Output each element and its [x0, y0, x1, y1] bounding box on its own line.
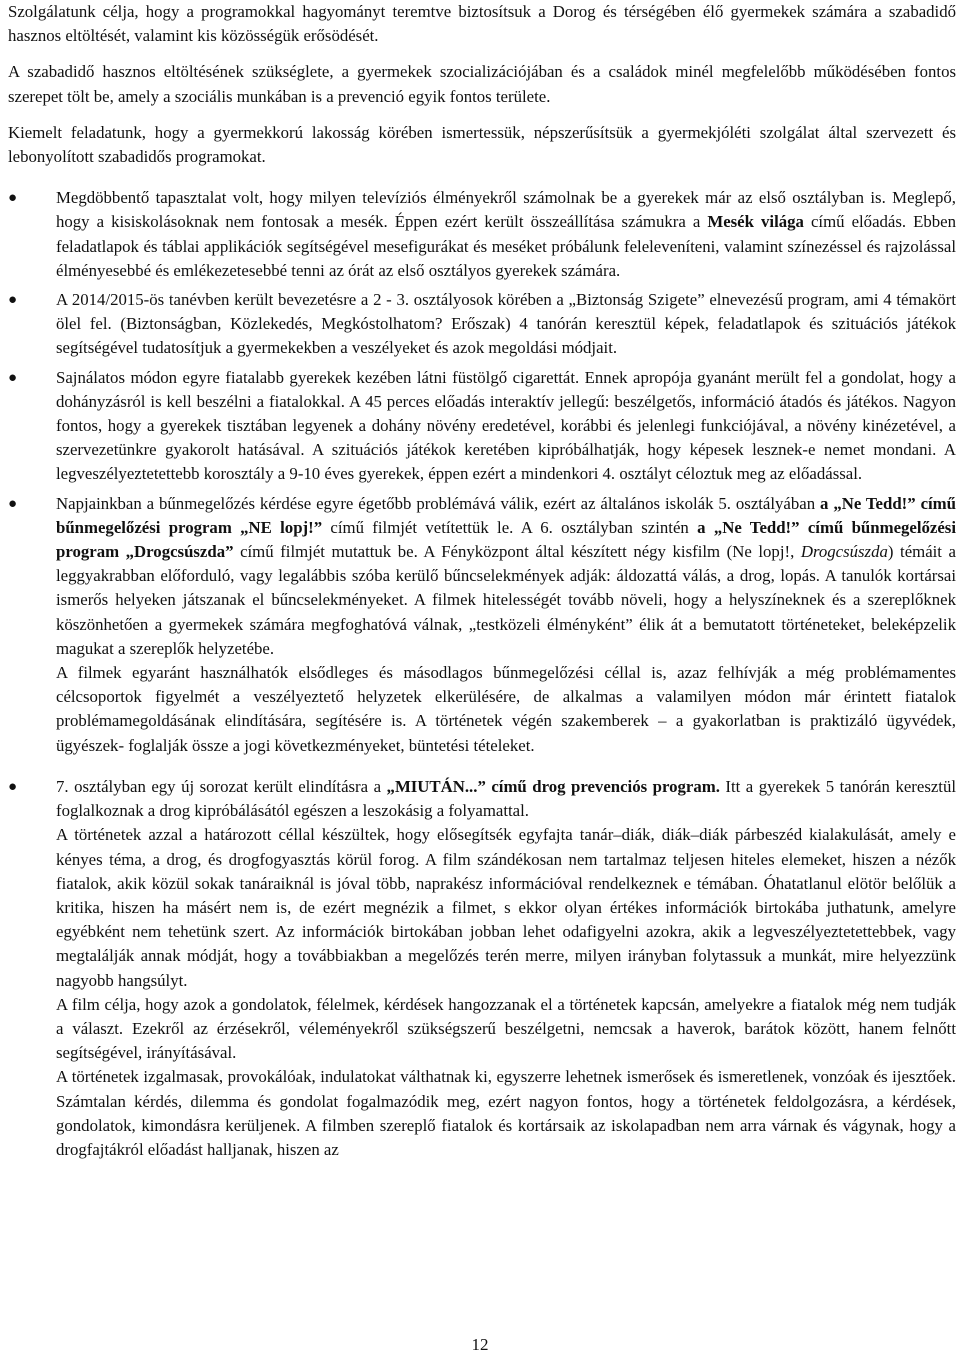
- program-text: Napjainkban a bűnmegelőzés kérdése egyre égetőbb problémává válik, ezért az általános iskolák 5. osztályában: [56, 493, 821, 513]
- program-title: Mesék világa: [707, 212, 804, 232]
- program-text: című filmjét mutattuk be. A Fényközpont által készített négy kisfilm (Ne lopj!,: [233, 542, 801, 562]
- paragraph-gap: [8, 109, 956, 121]
- program-list-item: [8, 775, 956, 823]
- bullet-icon: ●: [8, 292, 18, 309]
- program-continuation: A filmek egyaránt használhatók elsődleges és másodlagos bűnmegelőzési céllal is, azaz felhívják a még problémamentes célcsoportok figyelmét a veszélyeztető helyzetek elkerülésére, de alkalmas a valamilyen módon már érintett fiatalok problémamegoldásának elindítására, segítésére is. A történetek végén szakemberek – a gyakorlatban is praktizáló ügyvédek, ügyészek- foglalják össze a jogi következményeket, büntetési tételeket.: [56, 663, 956, 755]
- program-title: „MIUTÁN...” című drog prevenciós program.: [386, 776, 720, 796]
- bullet-icon: ●: [8, 495, 18, 512]
- program-list-item: [8, 366, 956, 487]
- program-text: ) témáit a leggyakrabban előforduló, vagy legalábbis szóba kerülő bűncselekmények adják: áldozattá válás, a drog, lopás. A tanulók kortársai ismerős helyeken játszanak el bűncselekményeket. A filmek hitelességét tovább növeli, hogy a helyszíneknek és a szereplőknek köszönhetően a gyermekek számára megfoghatóvá válnak, „testközeli élményként” élik át a bemutatott történeteket, beleképzelik magukat a szereplők helyzetébe.: [56, 542, 956, 658]
- program-title: a „Ne Tedd!” című bűnmegelőzési program „NE lopj!”: [56, 493, 956, 537]
- bullet-icon: ●: [8, 190, 18, 207]
- program-list-item: [8, 186, 956, 283]
- program-continuation: A film célja, hogy azok a gondolatok, félelmek, kérdések hangozzanak el a történetek kapcsán, amelyekre a fiatalok még nem tudják a választ. Ezekről az érzésekről, véleményekről szükségszerű beszélgetni, nemcsak a haverok, barátok között, hanem felnőtt segítségével, irányításával.: [56, 994, 956, 1063]
- intro-paragraph: Szolgálatunk célja, hogy a programokkal hagyományt teremtve biztosítsuk a Dorog és térségében élő gyermekek számára a szabadidő hasznos eltöltését, valamint kis közösségük erősödését.: [8, 2, 956, 46]
- program-list-item: [8, 492, 956, 661]
- bullet-icon: ●: [8, 369, 18, 386]
- paragraph-gap: [8, 169, 956, 181]
- paragraph-gap: [8, 48, 956, 60]
- intro-paragraph: A szabadidő hasznos eltöltésének szükséglete, a gyermekek szocializációjában és a családok minél megfelelőbb működésében fontos szerepet tölt be, amely a szociális munkában is a prevenció egyik fontos területe.: [8, 62, 956, 106]
- document-body: [8, 0, 956, 1162]
- program-list-item: [8, 288, 956, 361]
- program-text: Itt a gyerekek 5 tanórán keresztül foglalkoznak a drog kipróbálásától egészen a leszokásig a folyamattal.: [56, 776, 957, 821]
- program-list: [8, 775, 956, 823]
- film-title: Drogcsúszda: [800, 542, 888, 562]
- bullet-icon: ●: [8, 778, 18, 795]
- program-text: Megdöbbentő tapasztalat volt, hogy milyen televíziós élményekről számolnak be a gyerekek már az első osztályban is. Meglepő, hogy a kisiskolásoknak nem fontosak a mesék. Éppen ezért került összeállítása számukra a: [56, 188, 956, 232]
- paragraph-gap: [8, 758, 956, 770]
- program-text: Sajnálatos módon egyre fiatalabb gyerekek kezében látni füstölgő cigarettát. Ennek apropója gyanánt merült fel a gondolat, hogy a dohányzásról is kell beszélni a fiatalokkal. A 45 perces előadás interaktív jellegű: beszélgetős, információ átadós és játékos. Nagyon fontos, hogy a gyerekek tisztában legyenek a dohány növény eredetével, korábbi és jelenlegi funkciójával, a növény kinézetével, a szervezetünkre gyakorolt hatásával. A szituációs játékok keretében kipróbálhatják, hogy képesek lesznek-e nemet mondani. A legveszélyeztetettebb korosztály a 9-10 éves gyerekek, éppen ezért a mindenkori 4. osztályt céloztuk meg az előadással.: [56, 367, 956, 484]
- program-continuation: A történetek izgalmasak, provokálóak, indulatokat válthatnak ki, egyszerre lehetnek ismerősek és ismeretlenek, vonzóak és ijesztőek. Számtalan kérdés, dilemma és gondolat fogalmazódik meg, ezért nagyon fontos, hogy a történetek feldolgozásra, a kérdések, gondolatok, kimondásra kerüljenek. A filmben szereplő fiatalok és kortársaik az iskolapadban nem arra várnak és vágynak, hogy a drogfajtákról előadást halljanak, hiszen az: [56, 1067, 956, 1159]
- program-title: a „Ne Tedd!” című bűnmegelőzési program „Drogcsúszda”: [56, 517, 957, 562]
- page-number: 12: [471, 1335, 489, 1354]
- program-text: A 2014/2015-ös tanévben került bevezetésre a 2 - 3. osztályosok körében a „Biztonság Szigete” elnevezésű program, ami 4 témakört ölel fel. (Biztonságban, Közlekedés, Megkóstolhatom? Erőszak) 4 tanórán keresztül képek, feladatlapok és szituációs játékok segítségével tudatosítjuk a gyermekekben a veszélyeket és azok megoldási módjait.: [56, 290, 956, 358]
- program-text: 7. osztályban egy új sorozat került elindításra a: [56, 776, 387, 796]
- program-continuation: A történetek azzal a határozott céllal készültek, hogy elősegítsék egyfajta tanár–diák, diák–diák párbeszéd kialakulását, amely e kényes téma, a drog, és drogfogyasztás körül forog. A film szándékosan nem tartalmaz teljesen hiteles elemeket, hiszen a nézők fiatalok, akik közül sokak tanáraiknál is jóval több, naprakész információval rendelkeznek e témában. Óhatatlanul elötör belőlük a kritika, hiszen ha másért nem is, de ezért megnézik a filmet, s ekkor olyan értékes információk birtokába juthatunk, amelyre egyébként nem tehetünk szert. Az információk birtokában jobban lehet odafigyelni azokra, akik a legveszélyeztetettebbek, vagy megtalálják annak módját, hogy a továbbiakban a megelőzés terén merre, milyen irányban folytassuk a munkát, mire helyezzünk nagyobb hangsúlyt.: [56, 825, 956, 990]
- program-list: [8, 186, 956, 661]
- intro-paragraph: Kiemelt feladatunk, hogy a gyermekkorú lakosság körében ismertessük, népszerűsítsük a gyermekjóléti szolgálat által szervezett és lebonyolított szabadidős programokat.: [8, 122, 956, 167]
- program-text: című előadás. Ebben feladatlapok és táblai applikációk segítségével mesefigurákat és meséket próbálunk feleleveníteni, valamint színezéssel és rajzolással élményesebbé és emlékezetesebbé tenni az órát az első osztályos gyerekek számára.: [56, 212, 957, 280]
- program-text: című filmjét vetítettük le. A 6. osztályban szintén: [322, 517, 698, 537]
